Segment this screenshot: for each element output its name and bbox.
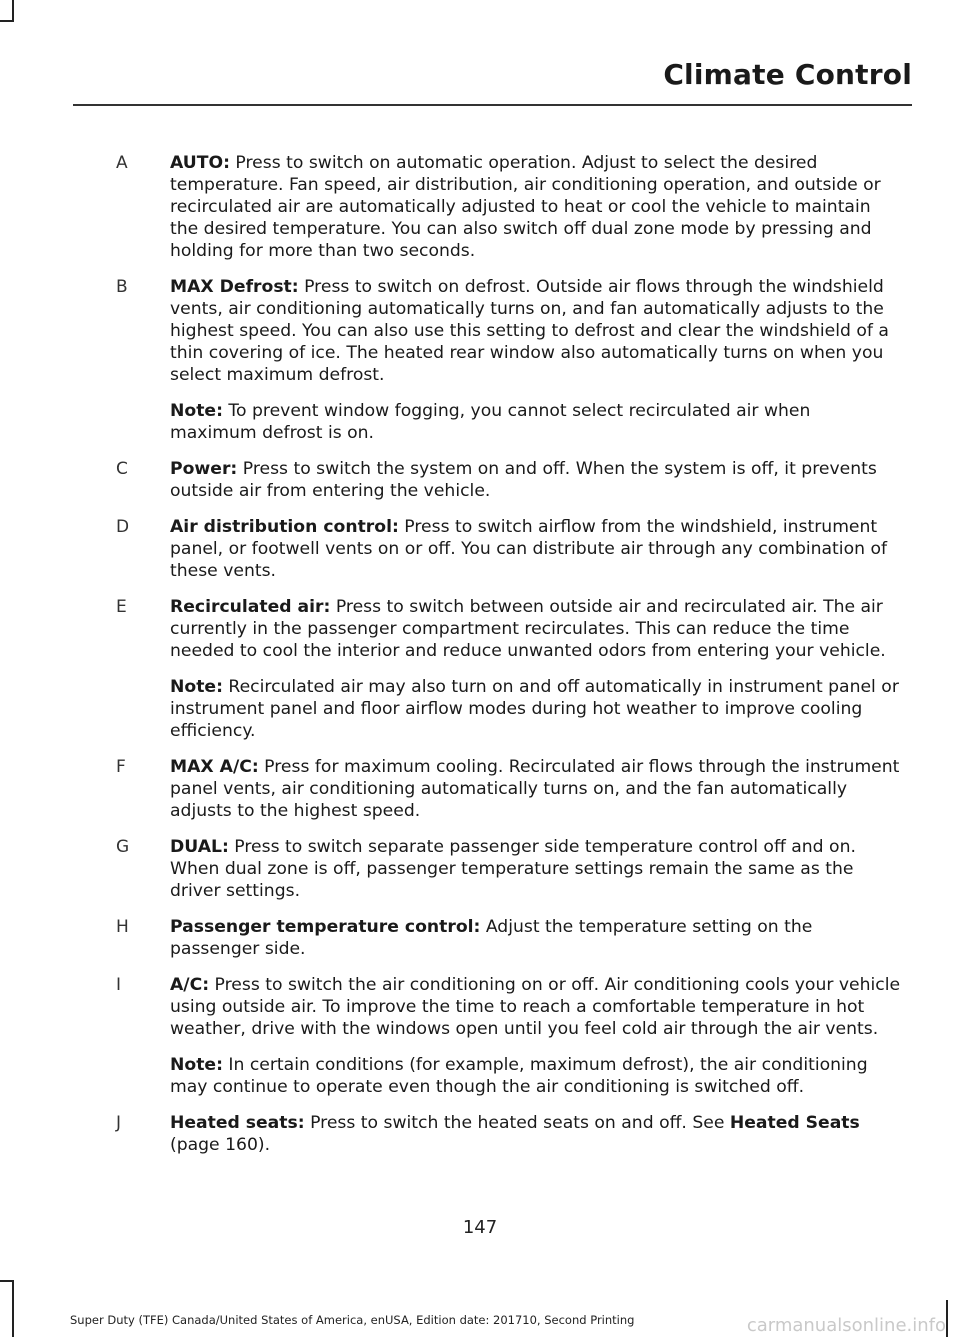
item-text: To prevent window fogging, you cannot select recirculated air when maximum defrost is on. xyxy=(170,401,811,443)
control-item-f xyxy=(0,756,960,822)
item-label: AUTO: xyxy=(170,153,230,173)
crop-mark xyxy=(0,20,14,22)
note-paragraph xyxy=(170,676,902,742)
item-description xyxy=(170,756,902,822)
page-number: 147 xyxy=(462,1217,498,1238)
item-letter: E xyxy=(116,597,127,617)
control-item-i xyxy=(0,974,960,1098)
item-text: Press to switch between outside air and recirculated air. The air currently in the passenger compartment recirculates. This can reduce the time needed to cool the interior and reduce unwanted odors from entering your vehicle. xyxy=(170,597,886,661)
control-item-g xyxy=(0,836,960,902)
cross-reference-link[interactable]: Heated Seats xyxy=(729,1113,860,1133)
item-letter: B xyxy=(116,277,128,297)
item-text: Press to switch on defrost. Outside air flows through the windshield vents, air conditioning automatically turns on, and fan automatically adjusts to the highest speed. You can also use this setting to defrost and clear the windshield of a thin covering of ice. The heated rear window also automatically turns on when you select maximum defrost. xyxy=(170,277,889,385)
page-title: Climate Control xyxy=(663,58,912,91)
header-rule xyxy=(73,104,912,106)
item-label: Recirculated air: xyxy=(170,597,331,617)
item-letter: F xyxy=(116,757,126,777)
control-item-e xyxy=(0,596,960,742)
crop-mark xyxy=(946,1300,948,1337)
item-text: Recirculated air may also turn on and off automatically in instrument panel or instrument panel and floor airflow modes during hot weather to improve cooling efficiency. xyxy=(170,677,899,741)
item-description xyxy=(170,596,902,662)
item-description xyxy=(170,916,902,960)
crop-mark xyxy=(12,1280,14,1337)
item-description xyxy=(170,152,902,262)
control-item-h xyxy=(0,916,960,960)
control-item-b xyxy=(0,276,960,444)
control-item-j xyxy=(0,1112,960,1156)
item-label: Passenger temperature control: xyxy=(170,917,481,937)
item-letter: C xyxy=(116,459,128,479)
item-text: In certain conditions (for example, maximum defrost), the air conditioning may continue to operate even though the air conditioning is switched off. xyxy=(170,1055,868,1097)
item-text: Press to switch separate passenger side temperature control off and on. When dual zone is off, passenger temperature settings remain the same as the driver settings. xyxy=(170,837,856,901)
item-description xyxy=(170,974,902,1040)
item-label: MAX Defrost: xyxy=(170,277,299,297)
control-item-d xyxy=(0,516,960,582)
item-text: Press to switch airflow from the windshield, instrument panel, or footwell vents on or off. You can distribute air through any combination of these vents. xyxy=(170,517,888,581)
item-letter: A xyxy=(116,153,128,173)
item-label: Air distribution control: xyxy=(170,517,399,537)
item-letter: J xyxy=(116,1113,122,1133)
item-label: MAX A/C: xyxy=(170,757,259,777)
page-reference: (page 160). xyxy=(170,1135,271,1155)
item-text: Press to switch on automatic operation. Adjust to select the desired temperature. Fan speed, air distribution, air conditioning operation, and outside or recirculated air are automatically adjusted to heat or cool the vehicle to maintain the desired temperature. You can also switch off dual zone mode by pressing and holding for more than two seconds. xyxy=(170,153,881,261)
item-letter: D xyxy=(116,517,130,537)
item-text: Press to switch the heated seats on and off. See xyxy=(304,1113,730,1133)
item-description xyxy=(170,276,902,386)
footer-text: Super Duty (TFE) Canada/United States of America, enUSA, Edition date: 201710, Second Printing xyxy=(70,1313,635,1327)
item-label: A/C: xyxy=(170,975,210,995)
crop-mark xyxy=(12,0,14,22)
control-item-a xyxy=(0,152,960,262)
crop-mark xyxy=(0,1280,14,1282)
item-letter: H xyxy=(116,917,129,937)
note-paragraph xyxy=(170,400,902,444)
item-letter: I xyxy=(116,975,122,995)
item-text: Press to switch the system on and off. When the system is off, it prevents outside air from entering the vehicle. xyxy=(170,459,877,501)
item-text: Adjust the temperature setting on the passenger side. xyxy=(170,917,813,959)
watermark: carmanualsonline.info xyxy=(746,1315,946,1336)
item-label: Note: xyxy=(170,401,223,421)
item-label: Note: xyxy=(170,677,223,697)
item-description xyxy=(170,458,902,502)
item-description xyxy=(170,836,902,902)
item-text: Press for maximum cooling. Recirculated air flows through the instrument panel vents, air conditioning automatically turns on, and the fan automatically adjusts to the highest speed. xyxy=(170,757,900,821)
item-letter: G xyxy=(116,837,130,857)
item-description xyxy=(170,516,902,582)
item-label: Heated seats: xyxy=(170,1113,305,1133)
note-paragraph xyxy=(170,1054,902,1098)
control-item-c xyxy=(0,458,960,502)
item-label: Note: xyxy=(170,1055,223,1075)
control-list xyxy=(0,152,960,1170)
item-label: DUAL: xyxy=(170,837,229,857)
item-description xyxy=(170,1112,902,1156)
item-label: Power: xyxy=(170,459,238,479)
item-text: Press to switch the air conditioning on or off. Air conditioning cools your vehicle using outside air. To improve the time to reach a comfortable temperature in hot weather, drive with the windows open until you feel cold air through the air vents. xyxy=(170,975,901,1039)
